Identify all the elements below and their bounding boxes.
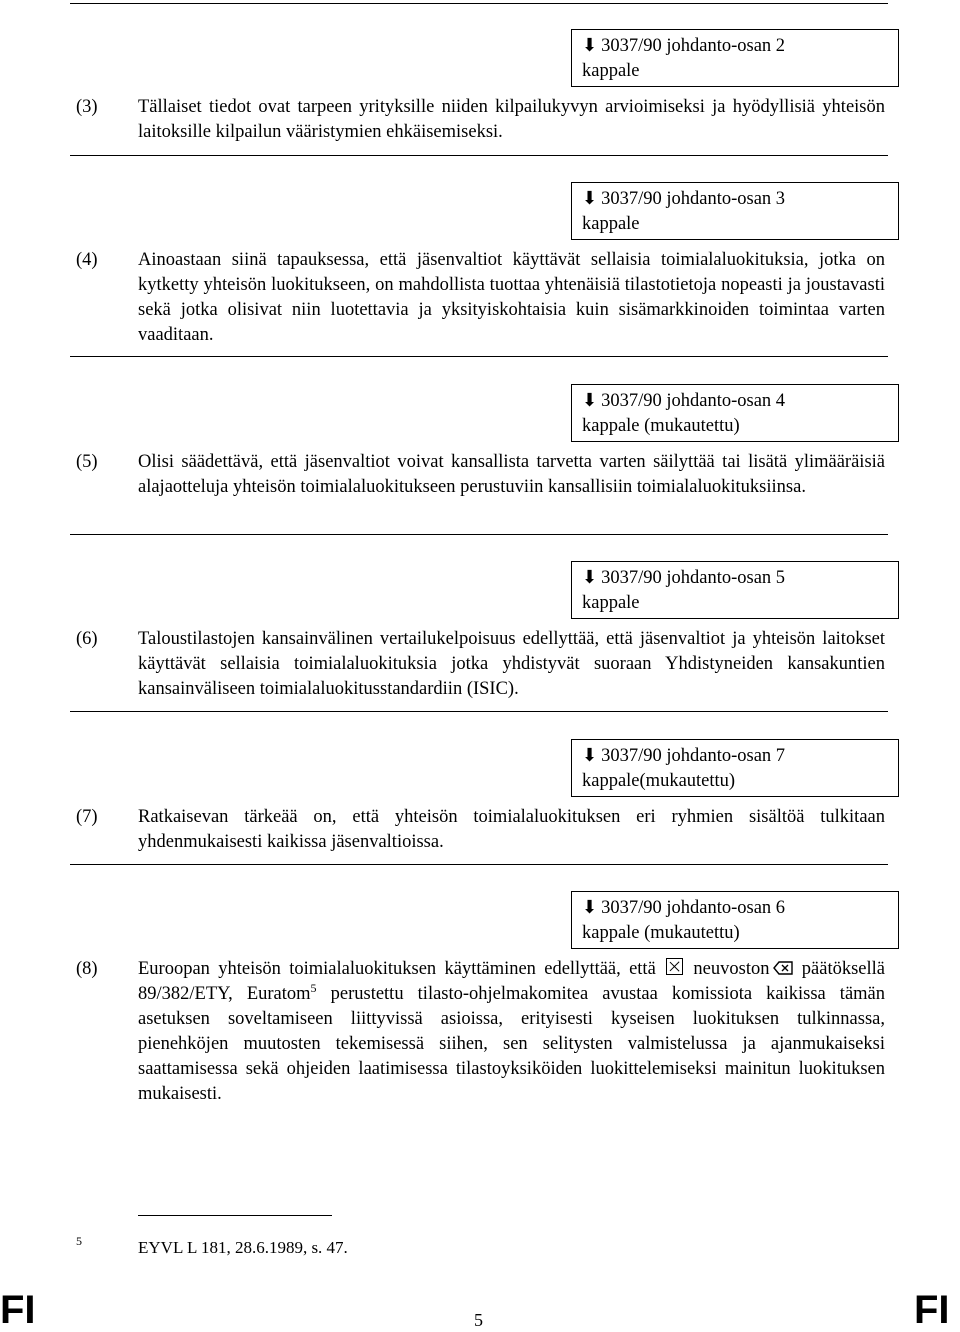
reference-line1: 3037/90 johdanto-osan 6 xyxy=(601,898,786,918)
recital-text-part: neuvoston xyxy=(693,959,770,979)
recital-text: Tällaiset tiedot ovat tarpeen yrityksille niiden kilpailukyvyn arvioimiseksi ja hyödyllisiä yhteisön laitoksille kilpailun vääristymien ehkäisemiseksi. xyxy=(138,97,885,142)
language-code-right: FI xyxy=(914,1288,950,1332)
reference-box xyxy=(571,891,899,949)
footnote-number: 5 xyxy=(76,1234,82,1248)
down-arrow-icon: ⬇ xyxy=(582,745,598,766)
section-rule xyxy=(70,864,888,865)
reference-box xyxy=(571,182,899,240)
footnote-reference: 5 xyxy=(310,981,317,995)
reference-line2: kappale (mukautettu) xyxy=(582,923,740,943)
recital-text-part: päätöksellä 89/382/ETY, Euratom xyxy=(138,959,886,1004)
reference-box xyxy=(571,29,899,87)
reference-line1: 3037/90 johdanto-osan 4 xyxy=(601,391,786,411)
down-arrow-icon: ⬇ xyxy=(582,390,598,411)
reference-line2: kappale xyxy=(582,61,640,81)
down-arrow-icon: ⬇ xyxy=(582,897,598,918)
reference-line2: kappale(mukautettu) xyxy=(582,771,736,791)
down-arrow-icon: ⬇ xyxy=(582,188,598,209)
down-arrow-icon: ⬇ xyxy=(582,35,598,56)
recital-text: Olisi säädettävä, että jäsenvaltiot voivat kansallista tarvetta varten säilyttää tai lisätä ylimääräisiä alajaotteluja yhteisön toimialaluokitukseen perustuviin kansallisiin toimialaluokituksiinsa. xyxy=(138,452,885,497)
page-number: 5 xyxy=(474,1310,483,1330)
recital-text-part: Euroopan yhteisön toimialaluokituksen käyttäminen edellyttää, että xyxy=(138,959,656,979)
delete-marker-icon xyxy=(773,961,793,975)
reference-line2: kappale (mukautettu) xyxy=(582,416,740,436)
down-arrow-icon: ⬇ xyxy=(582,567,598,588)
reference-line1: 3037/90 johdanto-osan 5 xyxy=(601,568,786,588)
recital-number: (5) xyxy=(76,452,98,472)
recital-number: (3) xyxy=(76,97,98,117)
reference-box xyxy=(571,384,899,442)
recital-number: (4) xyxy=(76,250,98,270)
recital-text-part: perustettu tilasto-ohjelmakomitea avustaa komissiota kaikissa tämän asetuksen soveltamiseen liittyvissä asioissa, erityisesti kyseisen luokituksen tulkinnassa, pienehköjen muutosten tekemisessä siihen, sen selitysten valmistelussa ja ajanmukaiseksi saattamisessa sekä ohjeiden laatimisessa tilastoyksiköiden luokittelemiseksi mainitun luokituksen mukaisesti. xyxy=(138,984,886,1104)
recital-number: (8) xyxy=(76,959,98,979)
reference-line1: 3037/90 johdanto-osan 3 xyxy=(601,189,786,209)
reference-box xyxy=(571,739,899,797)
language-code-left: FI xyxy=(0,1288,36,1332)
reference-line2: kappale xyxy=(582,593,640,613)
top-rule xyxy=(70,3,888,4)
recital-number: (7) xyxy=(76,807,98,827)
section-rule xyxy=(70,534,888,535)
footnote-rule xyxy=(138,1215,332,1216)
recital-text: Taloustilastojen kansainvälinen vertailukelpoisuus edellyttää, että jäsenvaltiot ja yhteisön laitokset käyttävät sellaisia toimialaluokituksia jotka yhdistyvät suoraan Yhdistyneiden kansakuntien kansainväliseen toimialaluokitusstandardiin (ISIC). xyxy=(138,629,885,699)
reference-box xyxy=(571,561,899,619)
recital-number: (6) xyxy=(76,629,98,649)
section-rule xyxy=(70,356,888,357)
recital-text: Ainoastaan siinä tapauksessa, että jäsenvaltiot käyttävät sellaisia toimialaluokituksia, jotka on kytketty yhteisön luokitukseen, on mahdollista tuottaa yhtenäisiä tilastotietoja nopeasti ja joustavasti sekä jotka olisivat niin luotettavia ja yksityiskohtaisia kuin sisämarkkinoiden toimintaa varten vaaditaan. xyxy=(138,250,885,345)
footnote-text: EYVL L 181, 28.6.1989, s. 47. xyxy=(138,1238,348,1257)
recital-text: Ratkaisevan tärkeää on, että yhteisön toimialaluokituksen eri ryhmien sisältöä tulkitaan yhdenmukaisesti kaikissa jäsenvaltioissa. xyxy=(138,807,885,852)
section-rule xyxy=(70,711,888,712)
reference-line1: 3037/90 johdanto-osan 7 xyxy=(601,746,786,766)
insert-marker-icon xyxy=(666,958,683,975)
reference-line2: kappale xyxy=(582,214,640,234)
section-rule xyxy=(70,155,888,156)
reference-line1: 3037/90 johdanto-osan 2 xyxy=(601,36,786,56)
recital-text xyxy=(138,957,885,1107)
